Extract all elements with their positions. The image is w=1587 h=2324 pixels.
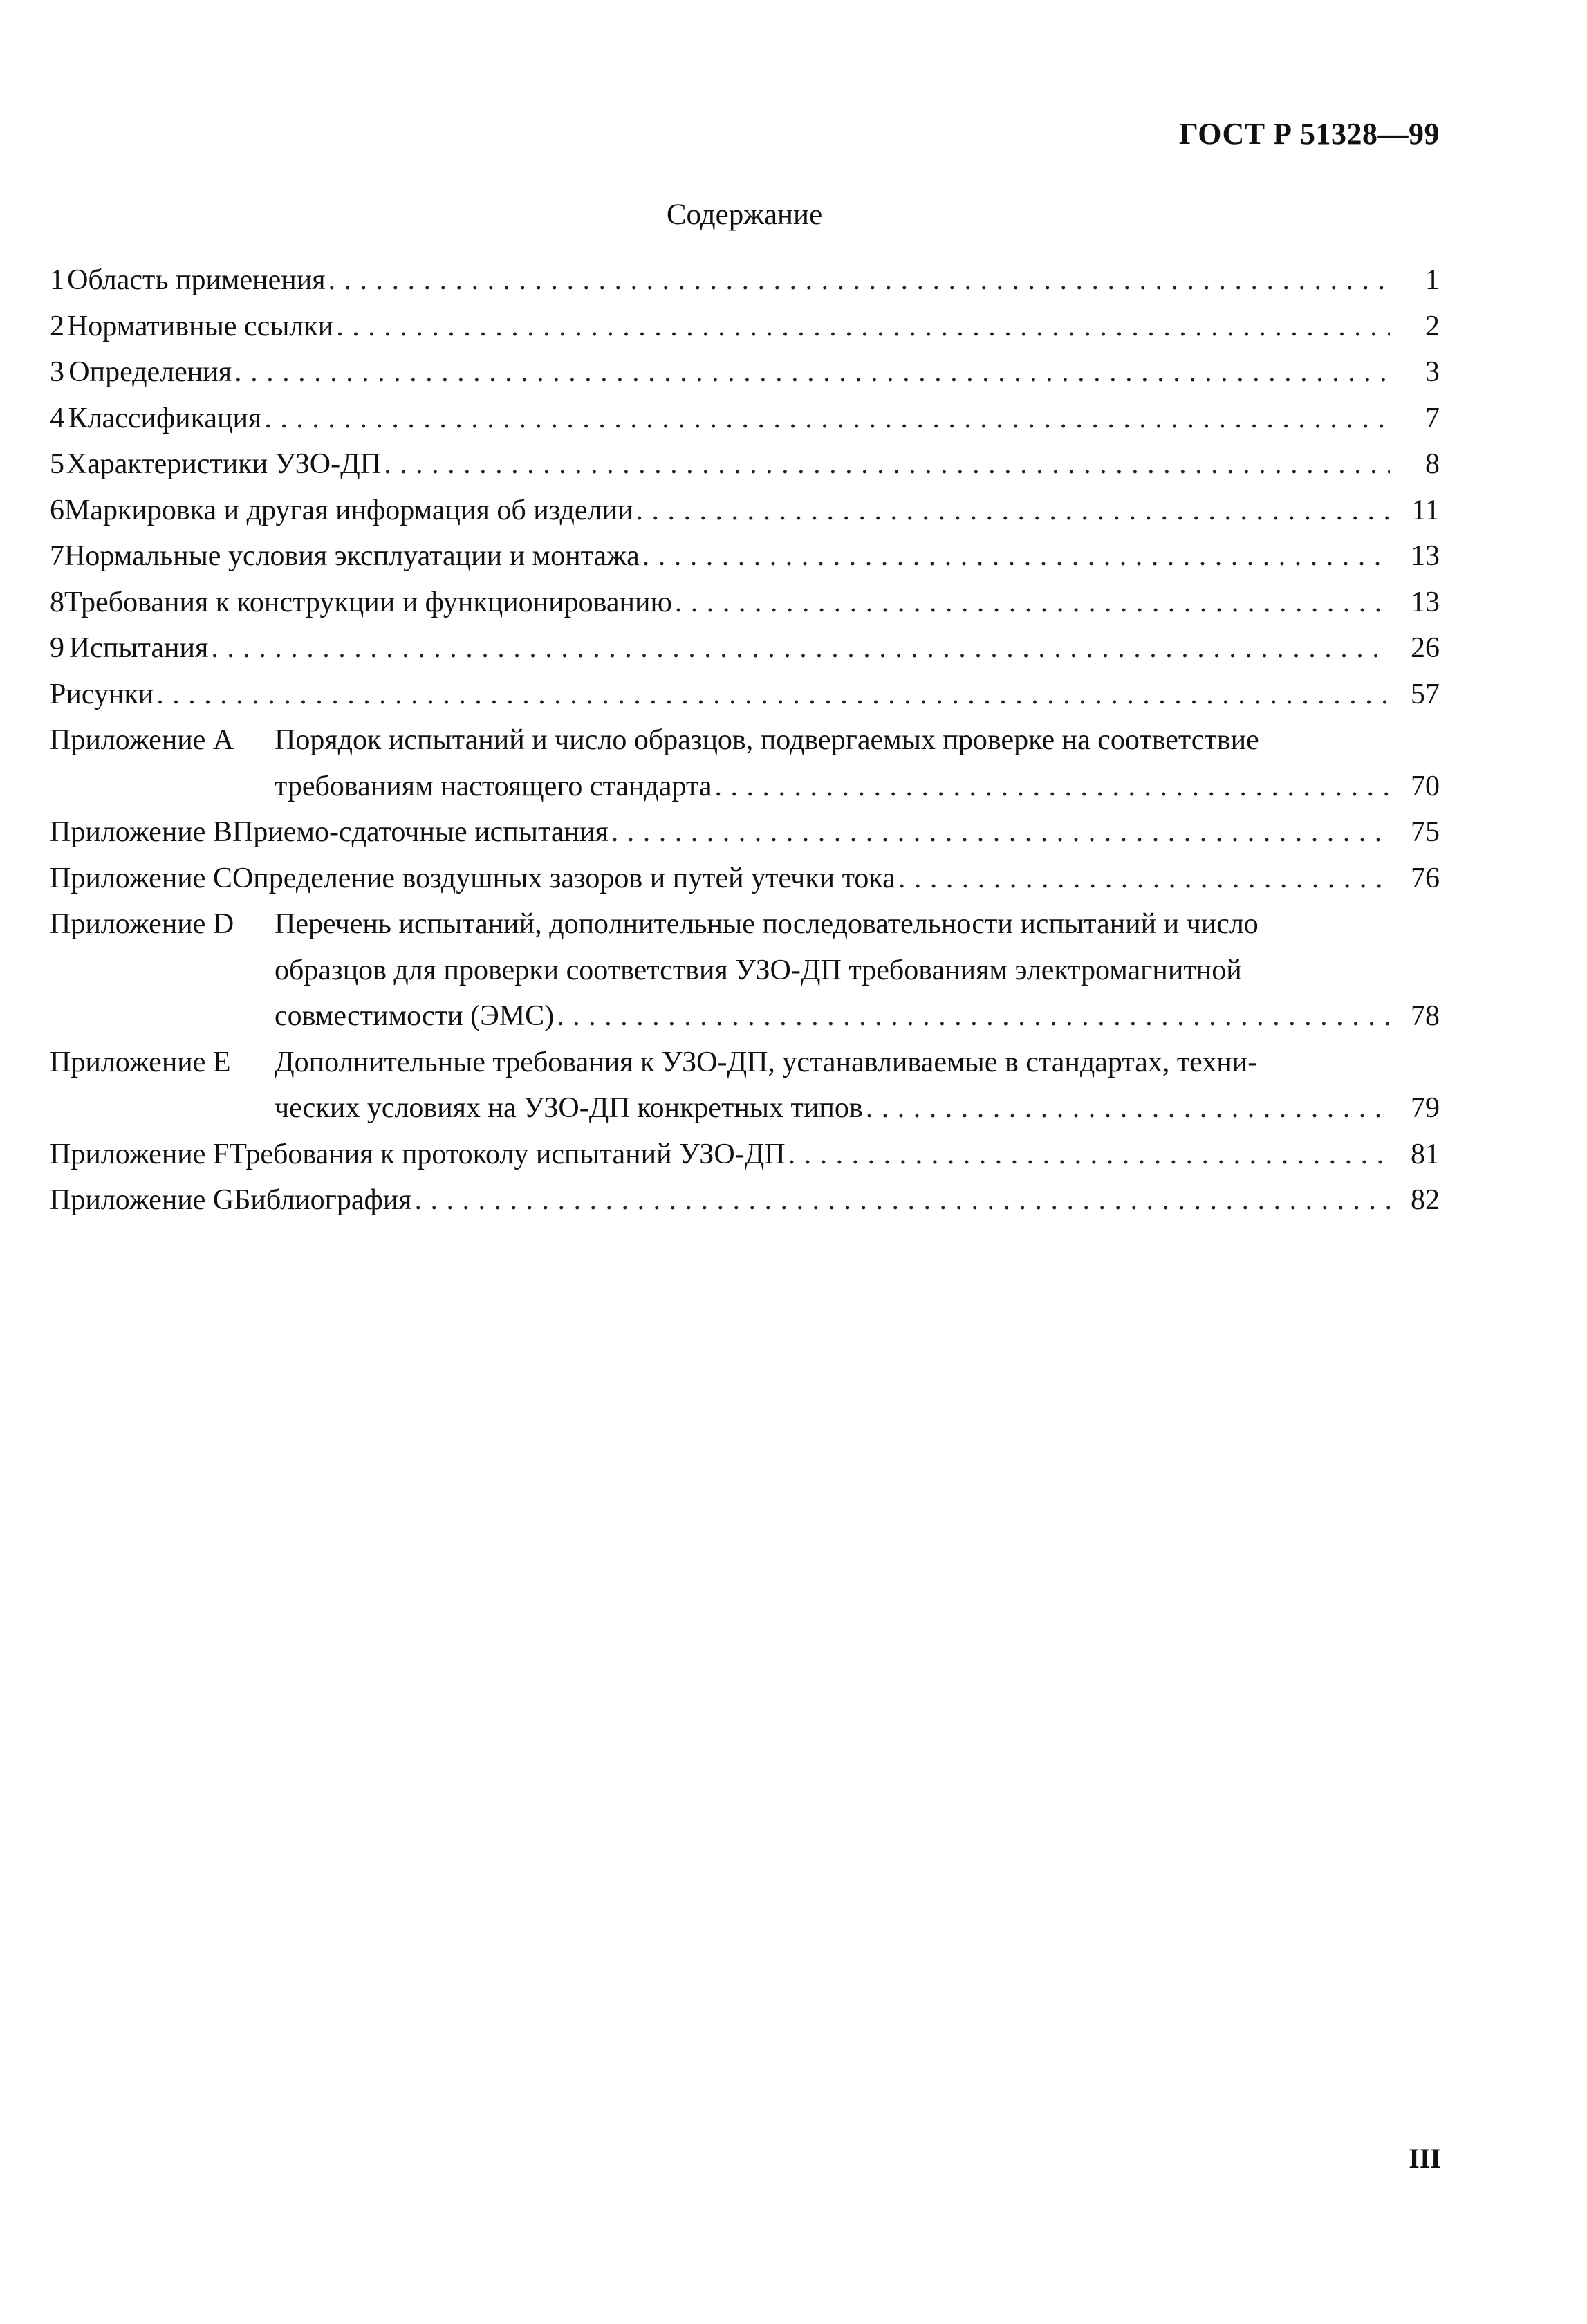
dot-leader — [611, 809, 1390, 856]
toc-entry — [50, 488, 1440, 534]
section-number: 8 — [50, 586, 64, 618]
toc-entry-title: Определение воздушных зазоров и путей утечки тока — [232, 862, 895, 894]
toc-page-number: 11 — [1411, 494, 1440, 526]
toc-entry-title: Нормативные ссылки — [66, 310, 334, 342]
dot-leader — [328, 257, 1390, 304]
toc-entry — [50, 625, 1440, 672]
toc-title: Содержание — [666, 199, 823, 231]
appendix-label: Приложение В — [50, 816, 232, 848]
toc-entry — [50, 533, 1440, 580]
toc-page-number: 13 — [1411, 586, 1440, 618]
toc-entry-title: совместимости (ЭМС) — [275, 1000, 555, 1032]
toc-page-number: 75 — [1411, 816, 1440, 848]
section-number: 5 — [50, 448, 64, 480]
appendix-label: Приложение Е — [50, 1046, 231, 1078]
dot-leader — [211, 625, 1390, 672]
toc-entry-title: Классификация — [68, 402, 262, 434]
document-number-header: ГОСТ Р 51328—99 — [1178, 117, 1440, 151]
toc-entry — [50, 672, 1440, 718]
toc-appendix — [50, 809, 1440, 856]
dot-leader — [642, 533, 1390, 580]
toc-page-number: 26 — [1411, 632, 1440, 664]
toc-appendix — [50, 717, 1440, 809]
section-number: 6 — [50, 494, 64, 526]
toc-entry — [50, 441, 1440, 488]
toc-entry — [50, 257, 1440, 304]
toc-entry-title: Дополнительные требования к УЗО-ДП, устанавливаемые в стандартах, техни- — [275, 1046, 1258, 1078]
toc-entry — [50, 396, 1440, 442]
toc-entry-title: Требования к конструкции и функционированию — [64, 586, 672, 618]
dot-leader — [898, 856, 1390, 902]
dot-leader — [788, 1132, 1390, 1178]
toc-entry-title: Перечень испытаний, дополнительные последовательности испытаний и число — [275, 908, 1259, 940]
section-number: 9 — [50, 632, 64, 664]
dot-leader — [415, 1177, 1391, 1224]
appendix-label: Приложение А — [50, 724, 234, 756]
dot-leader — [635, 488, 1390, 534]
toc-entry-title: Определения — [68, 356, 232, 388]
toc-entry — [50, 304, 1440, 350]
appendix-label: Приложение С — [50, 862, 232, 894]
section-number: 1 — [50, 264, 64, 296]
toc-page-number: 76 — [1411, 862, 1440, 894]
toc-entry-title: Приемо-сдаточные испытания — [232, 816, 609, 848]
toc-entry-title: Требования к протоколу испытаний УЗО-ДП — [229, 1138, 786, 1170]
section-number: 4 — [50, 402, 64, 434]
appendix-label: Приложение G — [50, 1184, 234, 1216]
toc-entry-title: образцов для проверки соответствия УЗО-ДП требованиям электромагнитной — [275, 954, 1242, 986]
toc-page-number: 13 — [1411, 540, 1440, 572]
dot-leader — [264, 396, 1390, 442]
toc-appendix — [50, 901, 1440, 1040]
toc-entry-title: Характеристики УЗО-ДП — [66, 448, 382, 480]
section-number: 3 — [50, 356, 64, 388]
toc-page-number: 2 — [1425, 310, 1440, 342]
toc-entry-title: Рисунки — [50, 678, 154, 710]
toc-appendix — [50, 856, 1440, 902]
toc-appendix — [50, 1132, 1440, 1178]
dot-leader — [675, 580, 1390, 626]
toc-entry-title: Испытания — [68, 632, 209, 664]
toc-page-number: 79 — [1411, 1092, 1440, 1124]
toc-page-number: 82 — [1411, 1184, 1440, 1216]
toc-entry-title: Область применения — [67, 264, 326, 296]
toc-entry-title: Нормальные условия эксплуатации и монтажа — [64, 540, 640, 572]
section-number: 7 — [50, 540, 64, 572]
table-of-contents — [50, 257, 1440, 1224]
section-number: 2 — [50, 310, 64, 342]
toc-page-number: 3 — [1425, 356, 1440, 388]
dot-leader — [336, 304, 1390, 350]
toc-page-number: 7 — [1425, 402, 1440, 434]
dot-leader — [156, 672, 1390, 718]
page-number: III — [1409, 2143, 1441, 2174]
dot-leader — [384, 441, 1390, 488]
toc-page-number: 8 — [1425, 448, 1440, 480]
toc-entry — [50, 580, 1440, 626]
toc-page-number: 81 — [1411, 1138, 1440, 1170]
toc-entry-title: Маркировка и другая информация об изделии — [64, 494, 633, 526]
toc-entry-title: ческих условиях на УЗО-ДП конкретных типов — [275, 1092, 863, 1124]
toc-entry-title: Библиография — [234, 1184, 412, 1216]
toc-appendix — [50, 1177, 1440, 1224]
toc-page-number: 57 — [1411, 678, 1440, 710]
toc-page-number: 1 — [1425, 264, 1440, 296]
toc-entry — [50, 349, 1440, 396]
toc-entry-title: Порядок испытаний и число образцов, подвергаемых проверке на соответствие — [275, 724, 1259, 756]
dot-leader — [234, 349, 1390, 396]
appendix-label: Приложение F — [50, 1138, 230, 1170]
toc-appendix — [50, 1040, 1440, 1132]
dot-leader — [714, 764, 1390, 810]
toc-entry-title: требованиям настоящего стандарта — [275, 770, 712, 802]
dot-leader — [557, 993, 1390, 1040]
appendix-label: Приложение D — [50, 908, 234, 940]
toc-page-number: 78 — [1411, 1000, 1440, 1032]
toc-page-number: 70 — [1411, 770, 1440, 802]
dot-leader — [866, 1085, 1390, 1132]
